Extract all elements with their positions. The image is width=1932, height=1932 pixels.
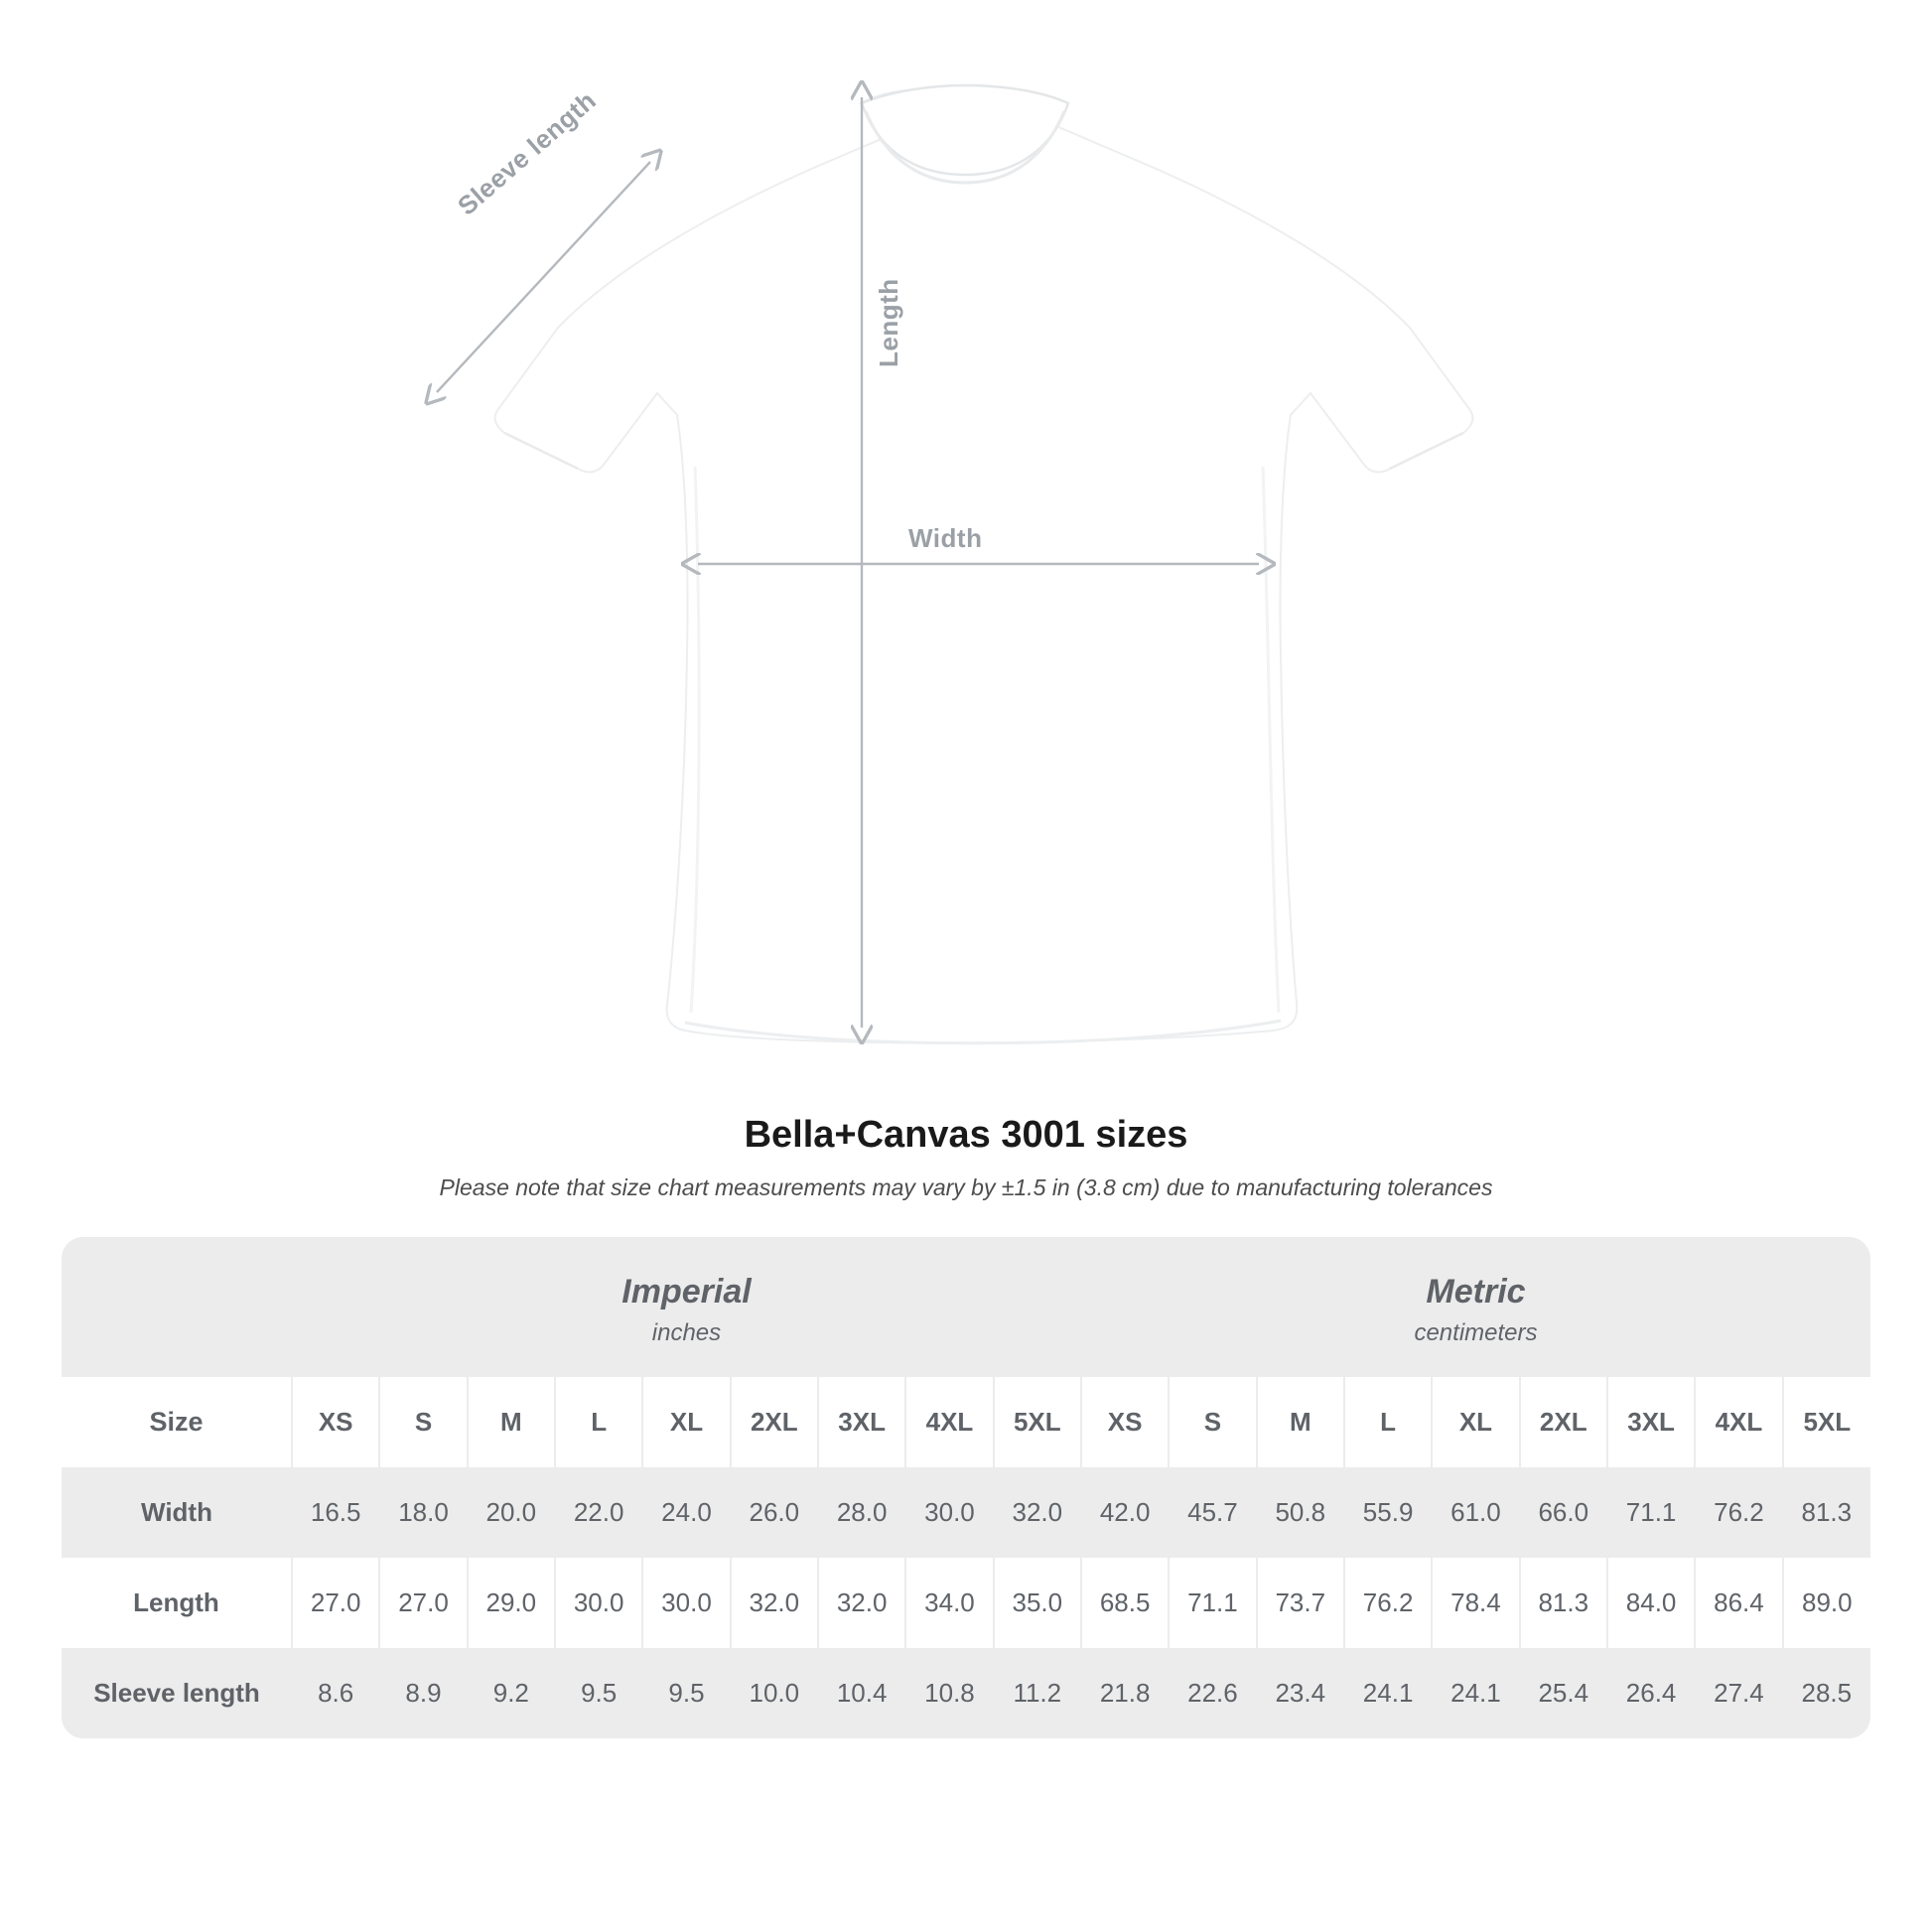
size-header-cell: L <box>555 1377 642 1467</box>
size-header-cell: L <box>1344 1377 1432 1467</box>
table-cell: 26.4 <box>1607 1648 1695 1738</box>
table-cell: 84.0 <box>1607 1558 1695 1648</box>
table-cell: 28.0 <box>818 1467 905 1558</box>
size-header-cell: M <box>1257 1377 1344 1467</box>
unit-sub-metric: centimeters <box>1414 1318 1538 1346</box>
table-cell: 10.8 <box>905 1648 993 1738</box>
table-cell: 11.2 <box>994 1648 1081 1738</box>
table-cell: 21.8 <box>1081 1648 1169 1738</box>
table-cell: 18.0 <box>379 1467 467 1558</box>
table-cell: 28.5 <box>1783 1648 1870 1738</box>
table-cell: 34.0 <box>905 1558 993 1648</box>
width-label: Width <box>908 523 983 553</box>
size-header-cell: 4XL <box>905 1377 993 1467</box>
row-label-sleeve-length: Sleeve length <box>62 1648 292 1738</box>
table-cell: 9.5 <box>642 1648 730 1738</box>
table-row <box>62 1558 1870 1648</box>
table-cell: 23.4 <box>1257 1648 1344 1738</box>
sleeve-length-label: Sleeve length <box>452 84 603 221</box>
table-cell: 50.8 <box>1257 1467 1344 1558</box>
table-cell: 10.0 <box>731 1648 818 1738</box>
size-header-row <box>62 1377 1870 1467</box>
title-block <box>0 1114 1932 1201</box>
size-table <box>62 1237 1870 1738</box>
table-cell: 76.2 <box>1695 1467 1782 1558</box>
table-cell: 25.4 <box>1520 1648 1607 1738</box>
table-cell: 30.0 <box>555 1558 642 1648</box>
table-cell: 9.2 <box>468 1648 555 1738</box>
page-title: Bella+Canvas 3001 sizes <box>744 1114 1188 1156</box>
table-cell: 10.4 <box>818 1648 905 1738</box>
size-header-cell: XL <box>642 1377 730 1467</box>
size-header-label: Size <box>62 1377 292 1467</box>
unit-header-spacer <box>62 1237 292 1377</box>
table-cell: 24.1 <box>1432 1648 1519 1738</box>
table-cell: 78.4 <box>1432 1558 1519 1648</box>
table-cell: 66.0 <box>1520 1467 1607 1558</box>
table-cell: 30.0 <box>642 1558 730 1648</box>
table-cell: 68.5 <box>1081 1558 1169 1648</box>
table-cell: 76.2 <box>1344 1558 1432 1648</box>
table-cell: 45.7 <box>1169 1467 1256 1558</box>
row-label-width: Width <box>62 1467 292 1558</box>
table-cell: 30.0 <box>905 1467 993 1558</box>
table-row <box>62 1648 1870 1738</box>
size-header-cell: 3XL <box>818 1377 905 1467</box>
size-header-cell: S <box>1169 1377 1256 1467</box>
table-cell: 20.0 <box>468 1467 555 1558</box>
table-cell: 81.3 <box>1520 1558 1607 1648</box>
unit-title-metric: Metric <box>1426 1273 1526 1311</box>
size-header-cell: 2XL <box>731 1377 818 1467</box>
table-cell: 32.0 <box>994 1467 1081 1558</box>
size-header-cell: XL <box>1432 1377 1519 1467</box>
size-header-cell: S <box>379 1377 467 1467</box>
table-cell: 32.0 <box>818 1558 905 1648</box>
table-cell: 27.0 <box>292 1558 379 1648</box>
unit-title-imperial: Imperial <box>621 1273 752 1311</box>
table-cell: 86.4 <box>1695 1558 1782 1648</box>
table-cell: 22.6 <box>1169 1648 1256 1738</box>
table-cell: 35.0 <box>994 1558 1081 1648</box>
unit-header-imperial <box>292 1237 1081 1377</box>
size-header-cell: XS <box>1081 1377 1169 1467</box>
unit-header-metric <box>1081 1237 1870 1377</box>
tolerance-note: Please note that size chart measurements may vary by ±1.5 in (3.8 cm) due to manufacturing tolerances <box>439 1174 1493 1200</box>
table-cell: 8.9 <box>379 1648 467 1738</box>
table-cell: 89.0 <box>1783 1558 1870 1648</box>
table-cell: 8.6 <box>292 1648 379 1738</box>
table-cell: 55.9 <box>1344 1467 1432 1558</box>
table-cell: 73.7 <box>1257 1558 1344 1648</box>
unit-sub-imperial: inches <box>651 1318 722 1346</box>
table-cell: 71.1 <box>1607 1467 1695 1558</box>
table-cell: 24.1 <box>1344 1648 1432 1738</box>
table-cell: 27.0 <box>379 1558 467 1648</box>
table-cell: 27.4 <box>1695 1648 1782 1738</box>
table-cell: 61.0 <box>1432 1467 1519 1558</box>
size-header-cell: XS <box>292 1377 379 1467</box>
table-cell: 9.5 <box>555 1648 642 1738</box>
table-cell: 42.0 <box>1081 1467 1169 1558</box>
size-header-cell: M <box>468 1377 555 1467</box>
size-header-cell: 4XL <box>1695 1377 1782 1467</box>
table-row <box>62 1467 1870 1558</box>
size-header-cell: 2XL <box>1520 1377 1607 1467</box>
table-cell: 81.3 <box>1783 1467 1870 1558</box>
row-label-length: Length <box>62 1558 292 1648</box>
table-cell: 26.0 <box>731 1467 818 1558</box>
size-table-container <box>62 1237 1870 1738</box>
table-cell: 22.0 <box>555 1467 642 1558</box>
table-cell: 16.5 <box>292 1467 379 1558</box>
table-cell: 24.0 <box>642 1467 730 1558</box>
table-cell: 32.0 <box>731 1558 818 1648</box>
size-header-cell: 5XL <box>1783 1377 1870 1467</box>
size-header-cell: 3XL <box>1607 1377 1695 1467</box>
unit-header-row <box>62 1237 1870 1377</box>
length-label: Length <box>874 278 903 367</box>
table-cell: 71.1 <box>1169 1558 1256 1648</box>
size-header-cell: 5XL <box>994 1377 1081 1467</box>
table-cell: 29.0 <box>468 1558 555 1648</box>
